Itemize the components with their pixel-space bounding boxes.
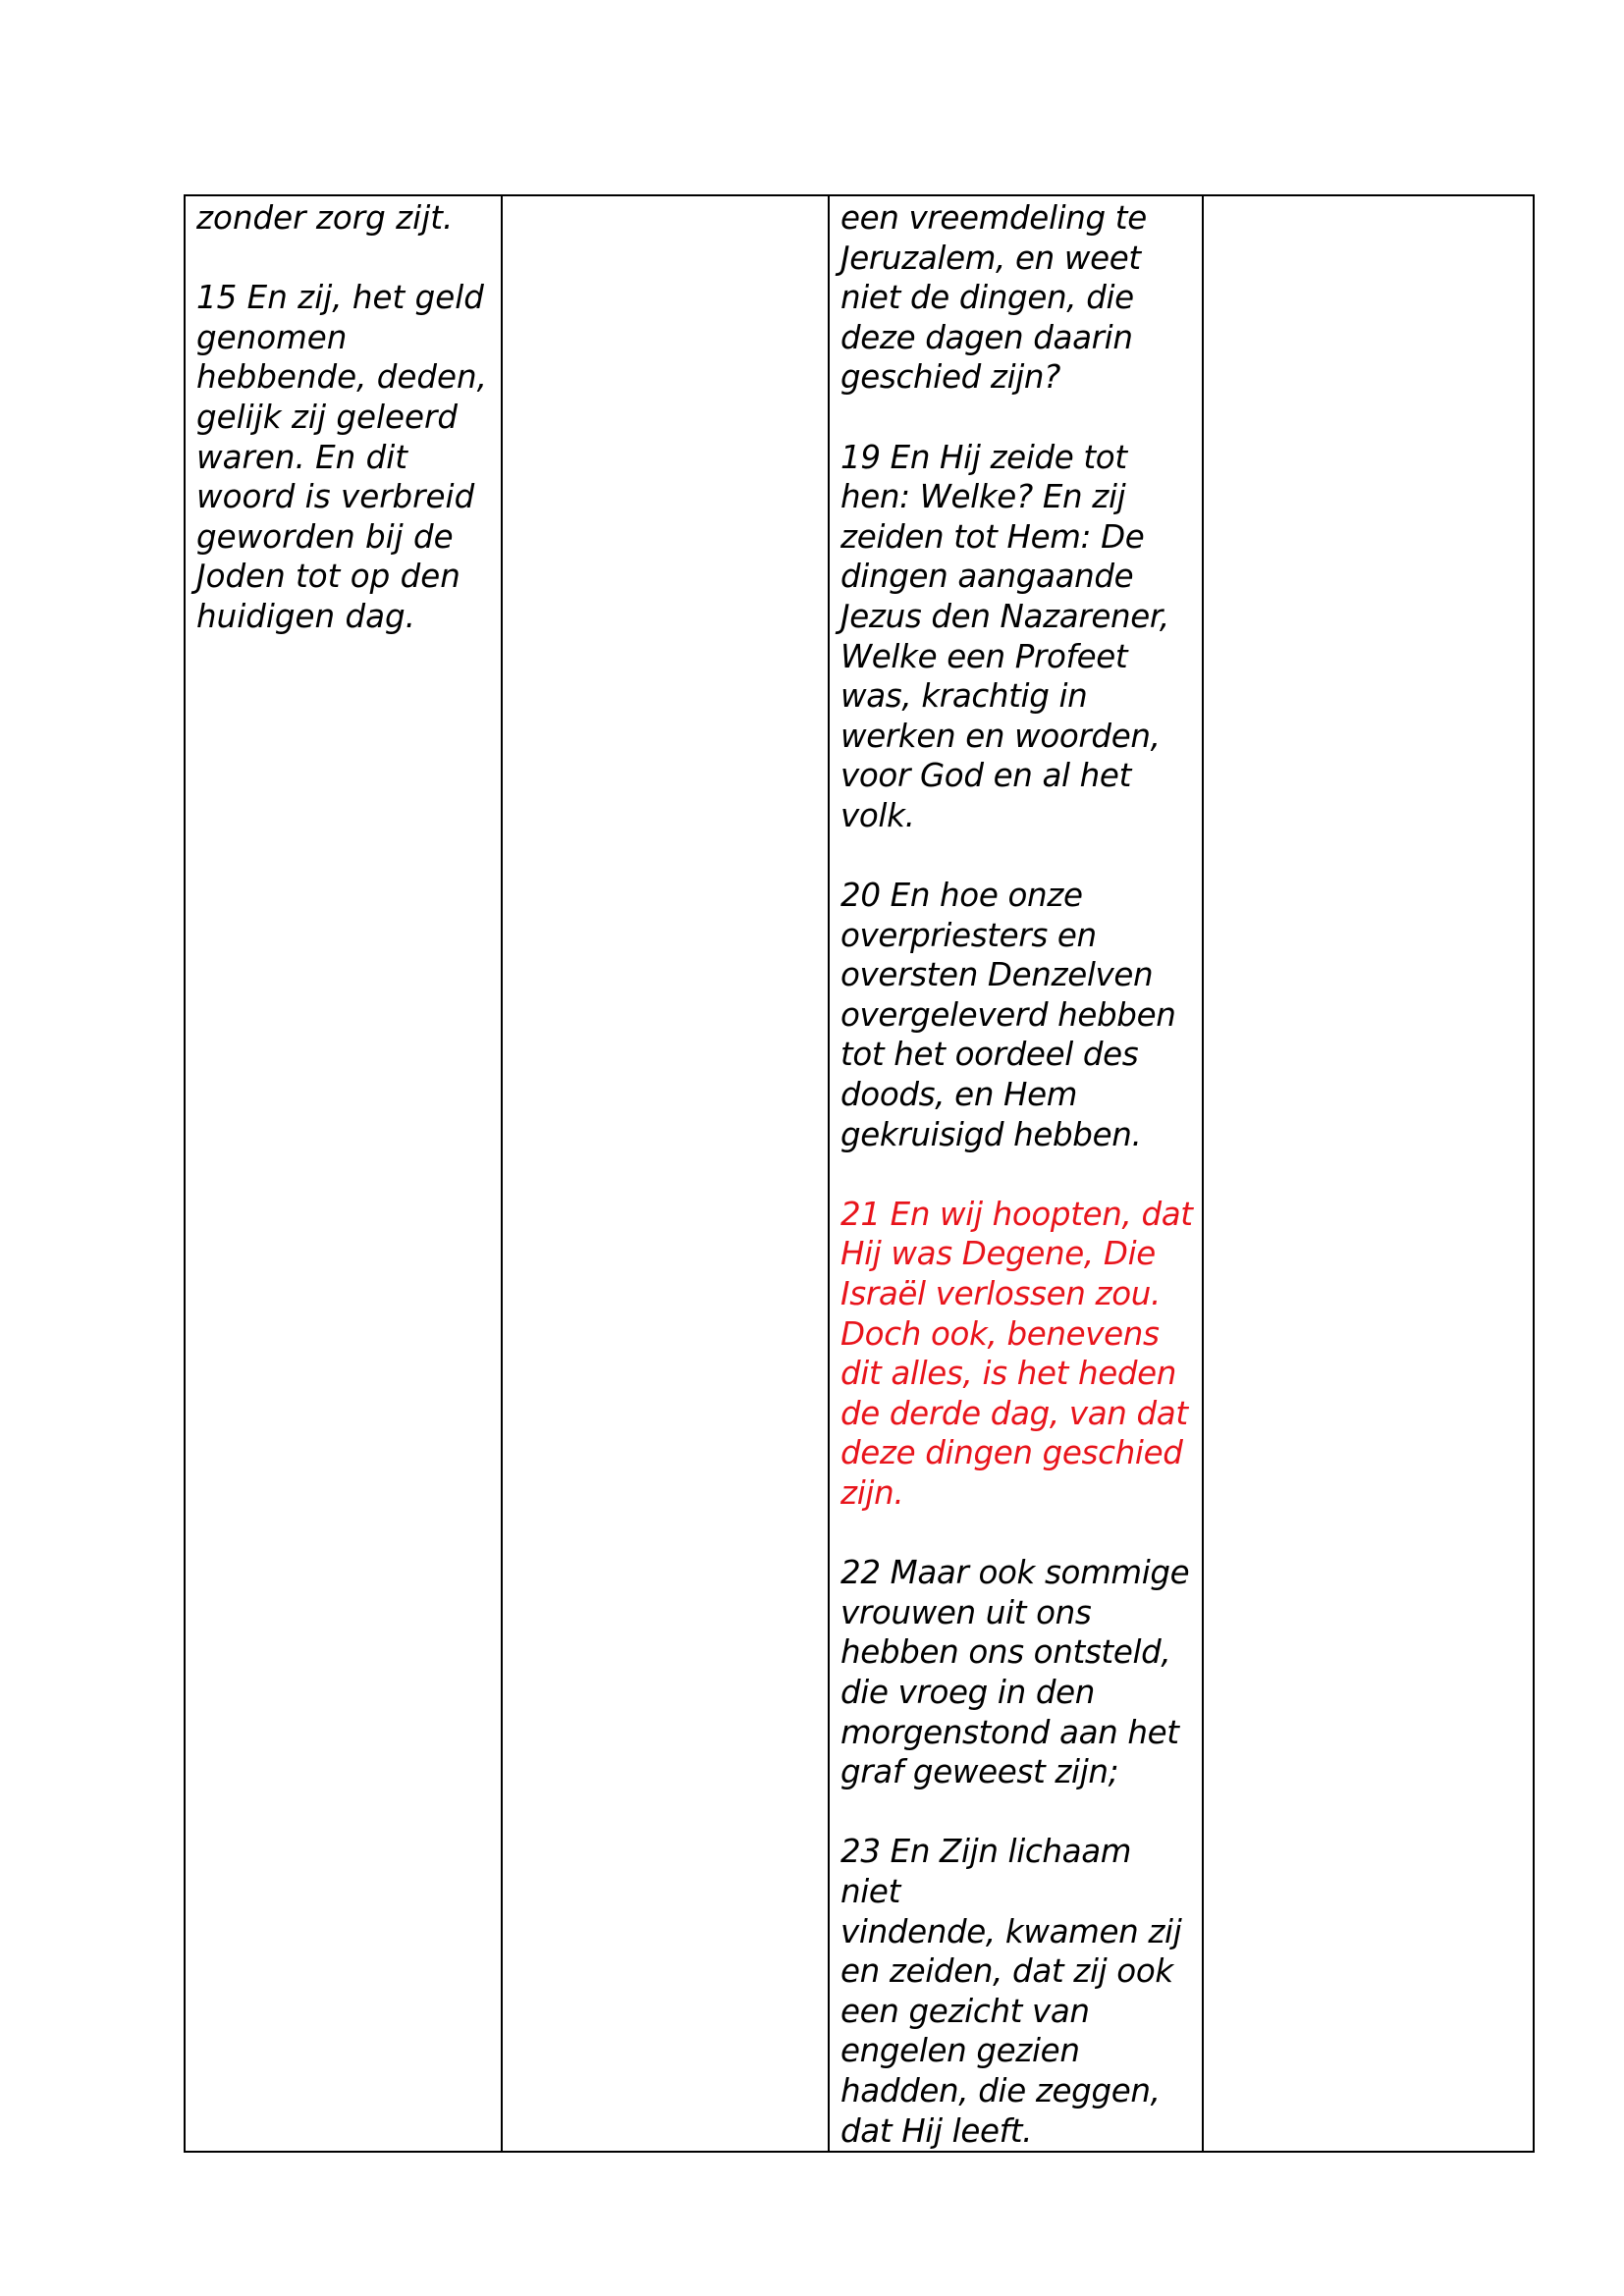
paragraph-verse-14-end: zonder zorg zijt. bbox=[196, 199, 454, 237]
paragraph-verse-21-highlighted: 21 En wij hoopten, dat Hij was Degene, Die Israël verlossen zou. Doch ook, benevens dit alles, is het heden de derde dag, van dat deze dingen geschied zijn. bbox=[840, 1195, 1193, 1512]
paragraph-verse-18-end: een vreemdeling te Jeruzalem, en weet niet de dingen, die deze dagen daarin geschied zijn? bbox=[840, 199, 1147, 397]
paragraph-verse-15: 15 En zij, het geld genomen hebbende, deden, gelijk zij geleerd waren. En dit woord is verbreid geworden bij de Joden tot op den huidigen dag. bbox=[196, 279, 487, 635]
paragraph-verse-23: 23 En Zijn lichaam niet vindende, kwamen zij en zeiden, dat zij ook een gezicht van engelen gezien hadden, die zeggen, dat Hij leeft. bbox=[840, 1833, 1182, 2150]
table-cell-col-2 bbox=[502, 195, 829, 2152]
paragraph-verse-20: 20 En hoe onze overpriesters en oversten Denzelven overgeleverd hebben tot het oordeel des doods, en Hem gekruisigd hebben. bbox=[840, 877, 1176, 1153]
paragraph-verse-22: 22 Maar ook sommige vrouwen uit ons hebben ons ontsteld, die vroeg in den morgenstond aan het graf geweest zijn; bbox=[840, 1554, 1190, 1791]
table-cell-col-3 bbox=[829, 195, 1203, 2152]
table-row bbox=[185, 195, 1534, 2152]
paragraph-verse-19: 19 En Hij zeide tot hen: Welke? En zij zeiden tot Hem: De dingen aangaande Jezus den Nazarener, Welke een Profeet was, krachtig in werken en woorden, voor God en al het volk. bbox=[840, 438, 1169, 834]
table-cell-col-1 bbox=[185, 195, 502, 2152]
table-cell-col-4 bbox=[1203, 195, 1534, 2152]
document-table bbox=[184, 194, 1535, 2153]
